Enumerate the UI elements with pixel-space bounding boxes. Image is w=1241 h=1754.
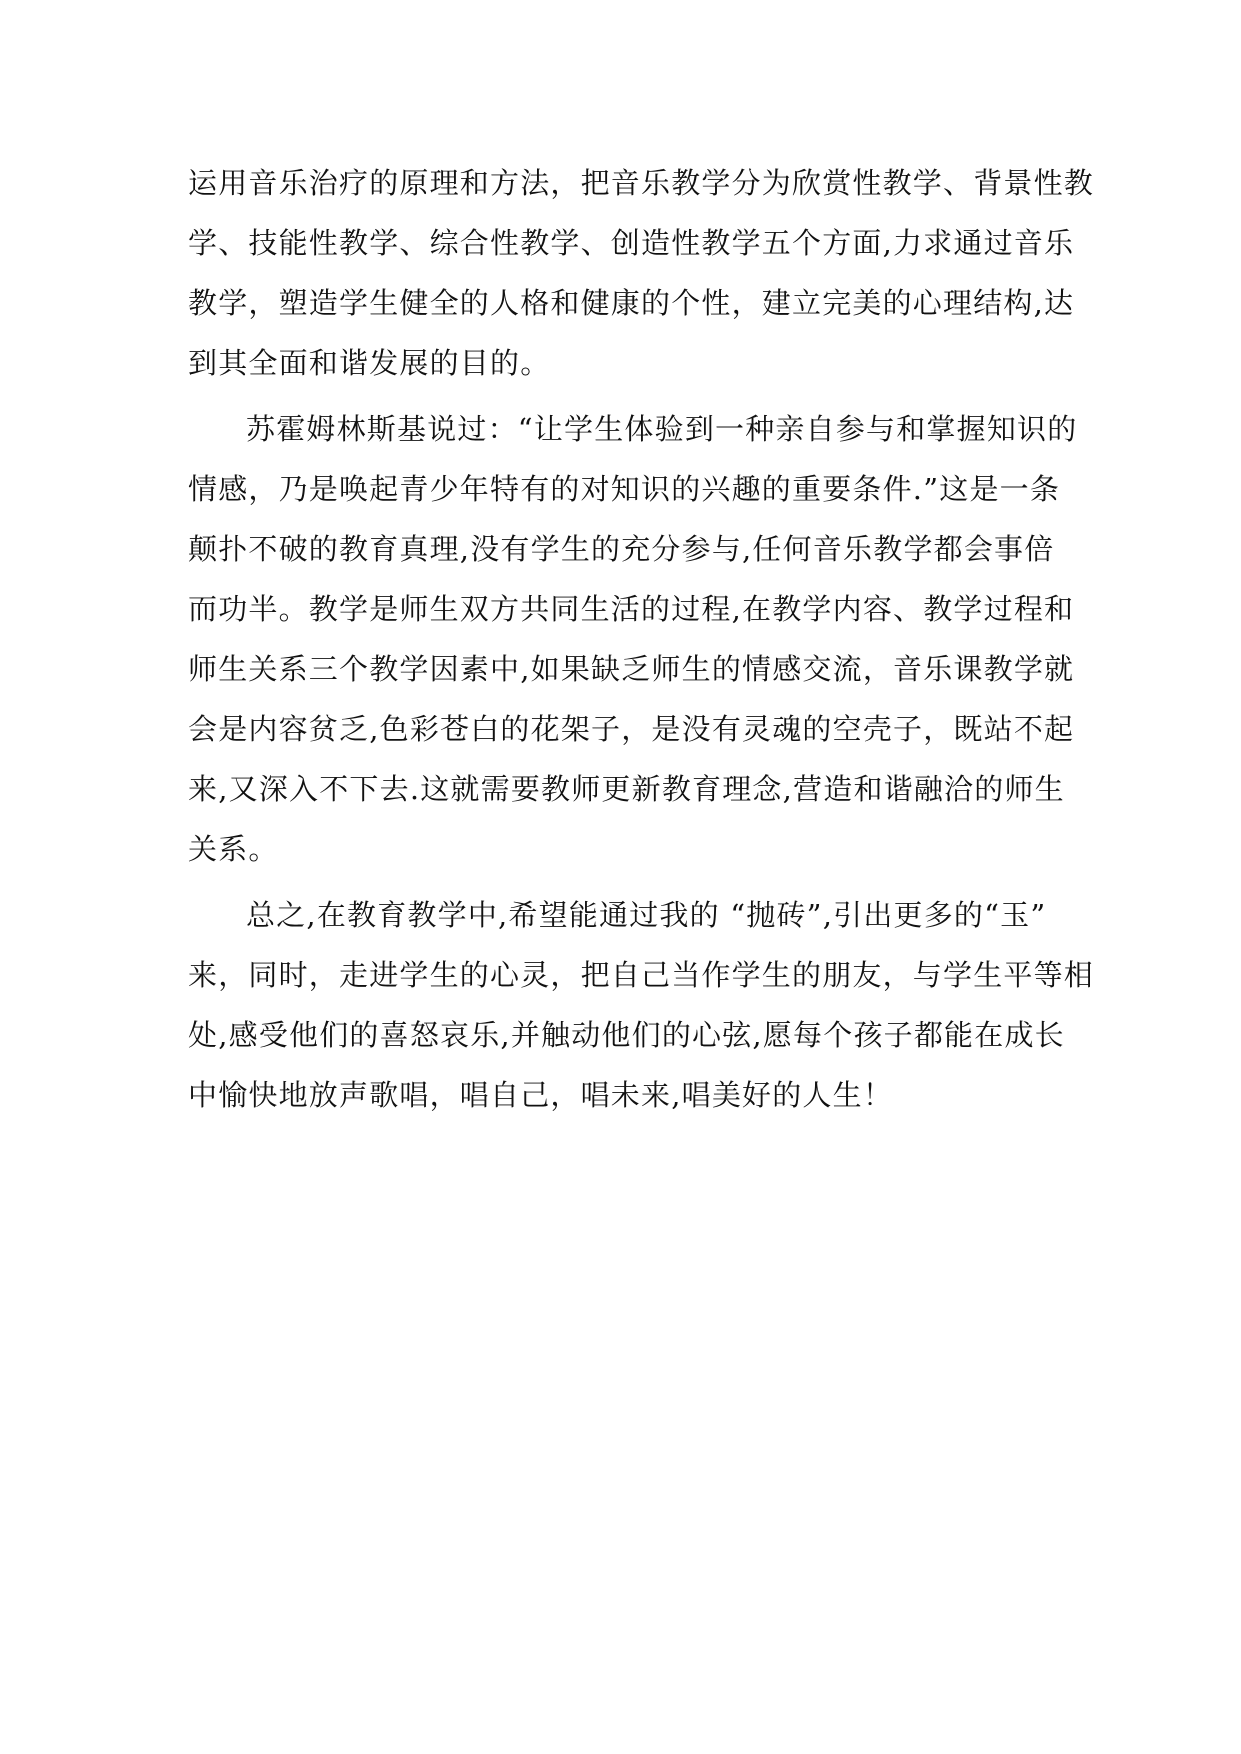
text-line: 师生关系三个教学因素中,如果缺乏师生的情感交流，音乐课教学就 bbox=[188, 652, 1075, 686]
paragraph-1 bbox=[188, 153, 1095, 393]
text-line: 处,感受他们的喜怒哀乐,并触动他们的心弦,愿每个孩子都能在成长 bbox=[188, 1018, 1065, 1052]
text-line: 情感，乃是唤起青少年特有的对知识的兴趣的重要条件.”这是一条 bbox=[188, 472, 1061, 506]
text-line: 学、技能性教学、综合性教学、创造性教学五个方面,力求通过音乐 bbox=[188, 226, 1075, 260]
text-line: 而功半。教学是师生双方共同生活的过程,在教学内容、教学过程和 bbox=[188, 592, 1075, 626]
text-line: 教学，塑造学生健全的人格和健康的个性，建立完美的心理结构,达 bbox=[188, 286, 1075, 320]
text-line: 中愉快地放声歌唱，唱自己，唱未来,唱美好的人生！ bbox=[188, 1078, 894, 1112]
text-line: 关系。 bbox=[188, 832, 279, 866]
text-line: 运用音乐治疗的原理和方法，把音乐教学分为欣赏性教学、背景性教 bbox=[188, 166, 1095, 200]
text-line: 苏霍姆林斯基说过：“让学生体验到一种亲自参与和掌握知识的 bbox=[246, 412, 1078, 446]
document-body bbox=[188, 153, 1095, 1125]
paragraph-2 bbox=[188, 399, 1078, 879]
text-line: 总之,在教育教学中,希望能通过我的 “抛砖”,引出更多的“玉” bbox=[246, 898, 1047, 932]
paragraph-3 bbox=[188, 885, 1095, 1125]
text-line: 来,又深入不下去.这就需要教师更新教育理念,营造和谐融洽的师生 bbox=[188, 772, 1065, 806]
text-line: 来，同时，走进学生的心灵，把自己当作学生的朋友，与学生平等相 bbox=[188, 958, 1095, 992]
text-line: 会是内容贫乏,色彩苍白的花架子，是没有灵魂的空壳子，既站不起 bbox=[188, 712, 1075, 746]
text-line: 到其全面和谐发展的目的。 bbox=[188, 346, 551, 380]
text-line: 颠扑不破的教育真理,没有学生的充分参与,任何音乐教学都会事倍 bbox=[188, 532, 1055, 566]
